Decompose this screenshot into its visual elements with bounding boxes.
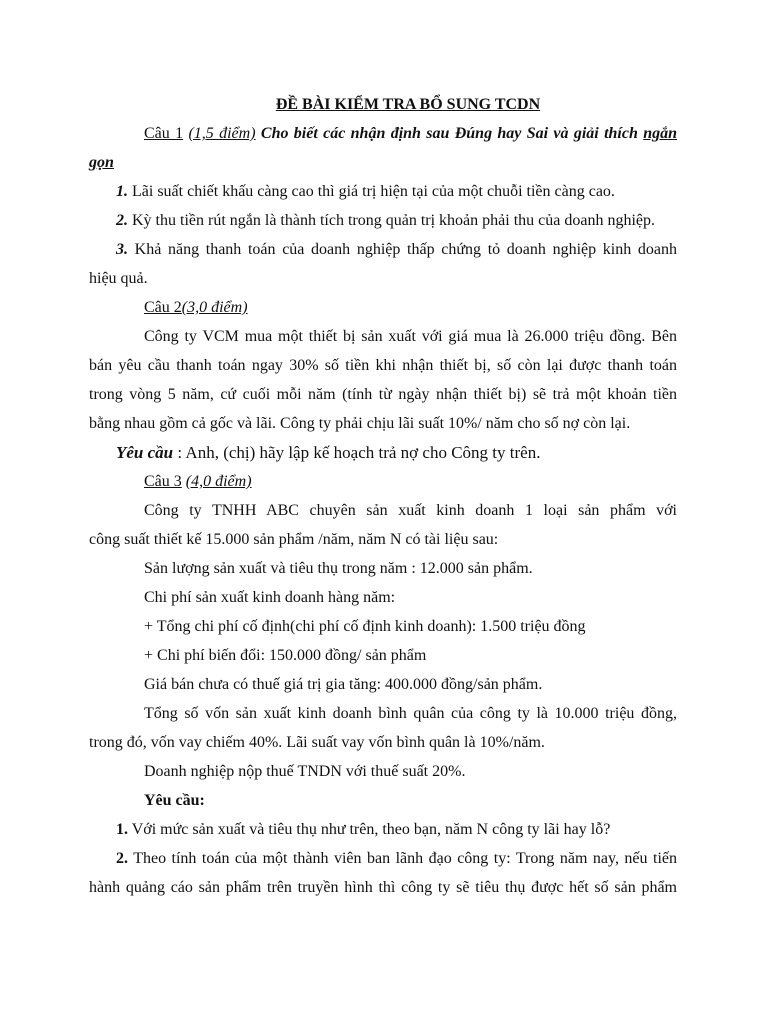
q3-intro-line: công suất thiết kế 15.000 sản phẩm /năm, năm N có tài liệu sau: — [89, 531, 499, 548]
q3-intro-line: Công ty TNHH ABC chuyên sản xuất kinh doanh 1 loại sản phẩm với — [144, 502, 677, 519]
q3-fact: Chi phí sản xuất kinh doanh hàng năm: — [144, 589, 396, 606]
q3-req-label: Yêu cầu: — [144, 792, 205, 809]
q3-fact: + Chi phí biến đổi: 150.000 đồng/ sản phẩm — [144, 647, 427, 664]
q2-requirement — [89, 438, 677, 467]
q3-fact: Sản lượng sản xuất và tiêu thụ trong năm : 12.000 sản phẩm. — [144, 560, 533, 577]
document-title: ĐỀ BÀI KIỂM TRA BỔ SUNG TCDN — [275, 96, 541, 113]
q3-item-2-text: Theo tính toán của một thành viên ban lãnh đạo công ty: Trong năm nay, nếu tiến — [133, 850, 677, 867]
q2-para-line: bằng nhau gồm cả gốc và lãi. Công ty phải chịu lãi suất 10%/ năm cho số nợ còn lại. — [89, 415, 631, 432]
q1-item-2-text: Kỳ thu tiền rút ngắn là thành tích trong quản trị khoản phải thu của doanh nghiệp. — [132, 212, 655, 229]
q2-heading — [89, 293, 677, 322]
q1-points: (1,5 điểm) — [188, 125, 256, 142]
q1-item-3 — [89, 235, 677, 264]
q1-prompt-underlined-cont: gọn — [89, 154, 114, 171]
q1-item-3-num: 3. — [116, 241, 128, 258]
q2-para-line: Công ty VCM mua một thiết bị sản xuất với giá mua là 26.000 triệu đồng. Bên — [144, 328, 677, 345]
q1-prompt: Cho biết các nhận định sau Đúng hay Sai và giải thích — [260, 125, 638, 142]
q1-prompt-underlined: ngắn — [643, 125, 678, 142]
document-page — [89, 90, 677, 902]
q3-item-2-num: 2. — [116, 850, 128, 867]
q2-req-text: : Anh, (chị) hãy lập kế hoạch trả nợ cho Công ty trên. — [173, 443, 541, 462]
q1-item-2-num: 2. — [116, 212, 128, 229]
q2-label: Câu 2 — [144, 299, 182, 316]
q2-para-line: trong vòng 5 năm, cứ cuối mỗi năm (tính từ ngày nhận thiết bị) sẽ trả một khoản tiền — [89, 386, 677, 403]
q1-item-3-cont: hiệu quả. — [89, 270, 148, 287]
q3-item-2 — [89, 844, 677, 873]
q3-capital-line: trong đó, vốn vay chiếm 40%. Lãi suất vay vốn bình quân là 10%/năm. — [89, 734, 545, 751]
q1-label: Câu 1 — [144, 125, 184, 142]
q1-item-2 — [89, 206, 677, 235]
q1-item-3-text: Khả năng thanh toán của doanh nghiệp thấp chứng tỏ doanh nghiệp kinh doanh — [134, 241, 677, 258]
q3-fact: Giá bán chưa có thuế giá trị gia tăng: 400.000 đồng/sản phẩm. — [144, 676, 543, 693]
q3-label: Câu 3 — [144, 473, 182, 490]
q3-tax: Doanh nghiệp nộp thuế TNDN với thuế suất 20%. — [144, 763, 466, 780]
q3-points: (4,0 điểm) — [185, 473, 252, 490]
q1-item-1-num: 1. — [116, 183, 128, 200]
q3-heading — [89, 467, 677, 496]
q3-capital-line: Tổng số vốn sản xuất kinh doanh bình quân của công ty là 10.000 triệu đồng, — [144, 705, 677, 722]
q1-item-1 — [89, 177, 677, 206]
q3-fact: + Tổng chi phí cố định(chi phí cố định kinh doanh): 1.500 triệu đồng — [144, 618, 586, 635]
q2-req-label: Yêu cầu — [116, 443, 174, 462]
q3-item-1 — [89, 815, 677, 844]
q3-item-1-num: 1. — [116, 821, 128, 838]
q2-para-line: bán yêu cầu thanh toán ngay 30% số tiền khi nhận thiết bị, số còn lại được thanh toán — [89, 357, 677, 374]
q1-prompt-cont — [89, 148, 677, 177]
q1-heading — [89, 119, 677, 148]
q3-item-2-cont: hành quảng cáo sản phẩm trên truyền hình thì công ty sẽ tiêu thụ được hết số sản phẩm — [89, 879, 677, 896]
q2-points: (3,0 điểm) — [181, 299, 248, 316]
q3-item-1-text: Với mức sản xuất và tiêu thụ như trên, theo bạn, năm N công ty lãi hay lỗ? — [131, 821, 611, 838]
q1-item-1-text: Lãi suất chiết khấu càng cao thì giá trị hiện tại của một chuỗi tiền càng cao. — [132, 183, 615, 200]
